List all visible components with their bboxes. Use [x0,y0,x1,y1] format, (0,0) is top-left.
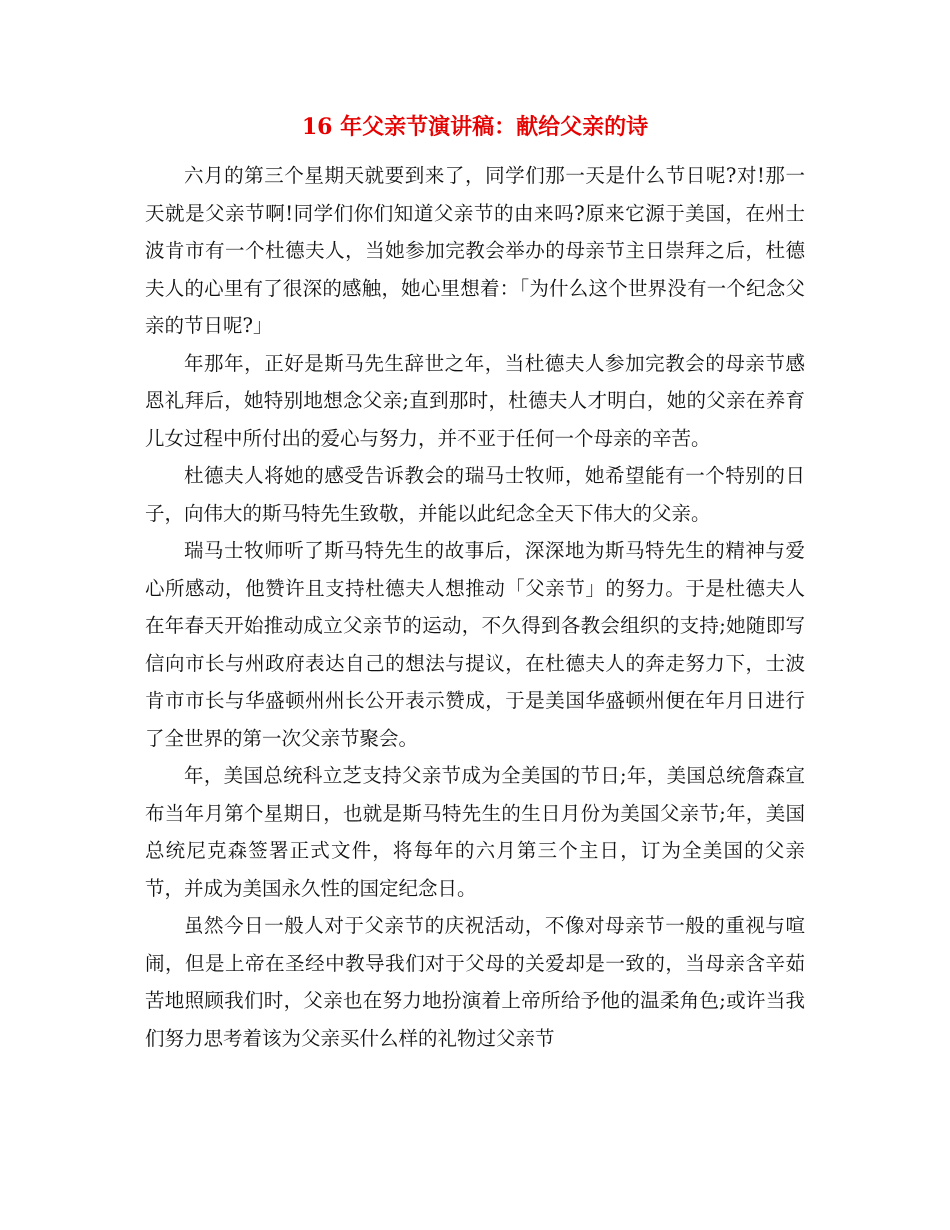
page-title: 16 年父亲节演讲稿：献给父亲的诗 [301,114,649,140]
paragraph-3: 杜德夫人将她的感受告诉教会的瑞马士牧师，她希望能有一个特别的日子，向伟大的斯马特先生致敬，并能以此纪念全天下伟大的父亲。 [145,464,805,525]
paragraph-6: 虽然今日一般人对于父亲节的庆祝活动，不像对母亲节一般的重视与喧闹，但是上帝在圣经中教导我们对于父母的关爱却是一致的，当母亲含辛茹苦地照顾我们时，父亲也在努力地扮演着上帝所给予他的温柔角色;或许当我们努力思考着该为父亲买什么样的礼物过父亲节 [145,914,805,1050]
speech-body [145,157,805,1057]
paragraph-1: 六月的第三个星期天就要到来了，同学们那一天是什么节日呢?对!那一天就是父亲节啊!同学们你们知道父亲节的由来吗?原来它源于美国，在州士波肯市有一个杜德夫人，当她参加完教会举办的母亲节主日崇拜之后，杜德夫人的心里有了很深的感触，她心里想着：「为什么这个世界没有一个纪念父亲的节日呢?」 [145,164,805,337]
paragraph-2: 年那年，正好是斯马先生辞世之年，当杜德夫人参加完教会的母亲节感恩礼拜后，她特别地想念父亲;直到那时，杜德夫人才明白，她的父亲在养育儿女过程中所付出的爱心与努力，并不亚于任何一个母亲的辛苦。 [145,351,805,450]
paragraph-4: 瑞马士牧师听了斯马特先生的故事后，深深地为斯马特先生的精神与爱心所感动，他赞许且支持杜德夫人想推动「父亲节」的努力。于是杜德夫人在年春天开始推动成立父亲节的运动，不久得到各教会组织的支持;她随即写信向市长与州政府表达自己的想法与提议，在杜德夫人的奔走努力下，士波肯市市长与华盛顿州州长公开表示赞成，于是美国华盛顿州便在年月日进行了全世界的第一次父亲节聚会。 [145,539,805,750]
paragraph-5: 年，美国总统科立芝支持父亲节成为全美国的节日;年，美国总统詹森宣布当年月第个星期日，也就是斯马特先生的生日月份为美国父亲节;年，美国总统尼克森签署正式文件，将每年的六月第三个主日，订为全美国的父亲节，并成为美国永久性的国定纪念日。 [145,764,805,900]
